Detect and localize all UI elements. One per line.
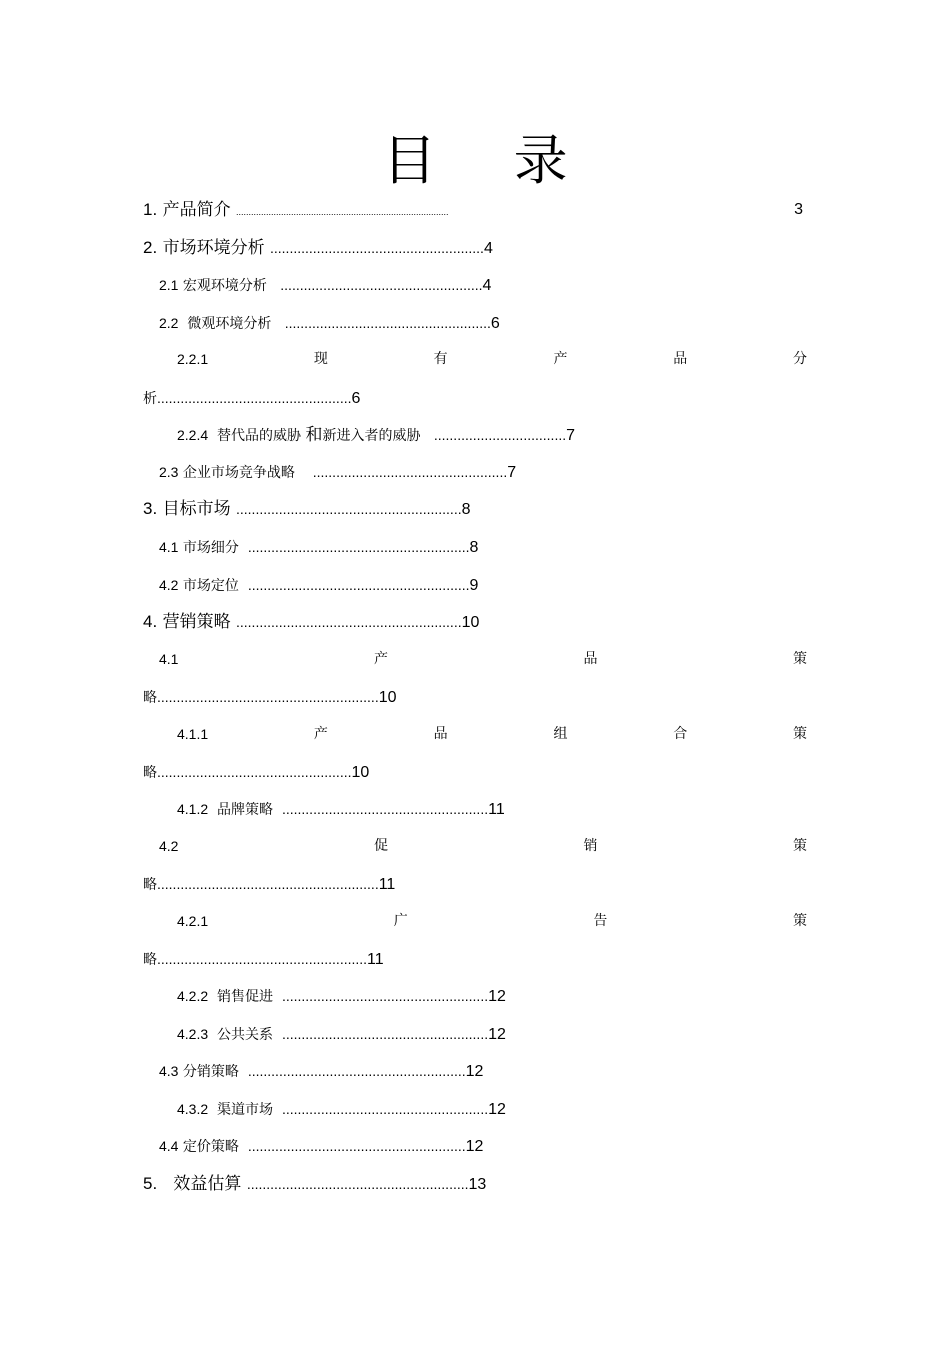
toc-number: 2.2.4 [177,427,209,443]
toc-entry-4[interactable] [143,610,479,634]
toc-number: 4.3.2 [177,1101,209,1117]
toc-entry-4-2[interactable] [159,834,807,858]
toc-number: 4.2.1 [177,913,209,929]
toc-leader: .................................................... [280,277,483,293]
toc-char: 品 [673,351,688,367]
toc-leader: ..................................................... [281,1101,489,1117]
toc-leader: .................................................. [157,764,352,780]
toc-char: 分 [792,351,807,367]
toc-page: 12 [488,988,506,1005]
toc-page: 12 [488,1026,506,1043]
toc-text: 微观环境分析 [187,316,272,332]
toc-char: 促 [373,838,388,854]
toc-entry-4-1-cont[interactable] [143,685,397,709]
toc-number: 4.1.2 [177,801,209,817]
toc-entry-2-2-4[interactable] [177,423,575,447]
toc-leader: ......................................................... [157,689,379,705]
toc-number: 4.1 [159,539,179,555]
toc-leader: ......................................................... [247,539,470,555]
toc-char: 品 [433,726,448,742]
toc-entry-4-2-3[interactable] [177,1022,506,1046]
toc-char: 策 [792,726,807,742]
toc-text: 分销策略 [182,1064,239,1080]
toc-char: 现 [313,351,328,367]
toc-char: 策 [792,838,807,854]
toc-text: 略 [143,765,157,781]
toc-leader: .......................................................... [236,614,462,630]
toc-char: 广 [393,913,408,929]
toc-entry-4-1-2[interactable] [177,797,505,821]
toc-entry-2-1[interactable] [159,273,491,297]
toc-page: 6 [351,390,361,407]
toc-number: 4.1.1 [177,726,209,742]
toc-char: 产 [313,726,328,742]
toc-number: 2. [143,238,158,257]
toc-char: 有 [433,351,448,367]
toc-number: 4.2 [159,577,179,593]
toc-leader: .................................. [433,427,567,443]
toc-text-large: 和 [305,425,323,445]
toc-leader: ...................................................... [157,951,368,967]
toc-number: 4.1 [159,651,179,667]
toc-page: 10 [351,764,370,781]
toc-leader: ......................................................... [247,577,470,593]
toc-page: 6 [490,315,500,332]
toc-text: 替代品的威胁 [217,428,302,444]
toc-entry-3[interactable] [143,497,471,521]
toc-leader: ......................................................... [157,876,379,892]
toc-page: 11 [367,951,384,968]
toc-number: 4.2.3 [177,1026,209,1042]
toc-number: 3. [143,499,158,518]
toc-number: 2.2.1 [177,351,209,367]
toc-char: 合 [673,726,688,742]
toc-leader: ....................................................... [270,240,484,256]
toc-leader: .................................................. [157,390,352,406]
toc-text: 公共关系 [217,1027,274,1043]
toc-entry-4-2-2[interactable] [177,984,506,1008]
toc-char: 告 [593,913,608,929]
toc-leader: ..................................................... [281,801,489,817]
toc-text: 市场环境分析 [162,238,265,258]
toc-leader: ..................................................... [284,315,491,331]
toc-leader: ..................................................... [281,988,489,1004]
toc-entry-2-2-1[interactable] [177,347,807,371]
toc-page: 8 [469,539,479,556]
toc-page: 10 [378,689,397,706]
toc-entry-4-4[interactable] [159,1134,483,1158]
toc-leader: ........................................................ [247,1138,466,1154]
toc-text: 品牌策略 [217,802,274,818]
toc-entry-3-1[interactable] [159,535,478,559]
toc-entry-4-1-1[interactable] [177,722,807,746]
toc-entry-4-1[interactable] [159,647,807,671]
toc-leader: ......................................................... [246,1176,469,1192]
toc-text: 宏观环境分析 [182,278,267,294]
toc-entry-2-3[interactable] [159,460,516,484]
toc-page: 8 [461,501,471,518]
toc-number: 1. [143,200,158,219]
toc-text: 销售促进 [217,989,274,1005]
toc-char: 策 [792,651,807,667]
toc-text: 略 [143,877,157,893]
toc-entry-2[interactable] [143,236,493,260]
toc-page: 4 [482,277,492,294]
toc-text: 新进入者的威胁 [322,428,421,444]
toc-page: 7 [566,427,576,444]
toc-char: 销 [583,838,598,854]
toc-page: 12 [465,1063,484,1080]
toc-text: 目标市场 [162,499,231,519]
toc-leader: ..................................................................................... [236,207,449,217]
toc-entry-4-1-1-cont[interactable] [143,760,369,784]
toc-entry-3-2[interactable] [159,573,478,597]
toc-number: 4.4 [159,1138,179,1154]
toc-number: 4.3 [159,1063,179,1079]
toc-text: 市场定位 [182,578,239,594]
toc-text: 析 [143,391,157,407]
toc-leader: .......................................................... [236,501,462,517]
toc-text: 渠道市场 [217,1102,274,1118]
toc-number: 2.2 [159,315,179,331]
toc-page: 12 [465,1138,484,1155]
toc-number: 4.2 [159,838,179,854]
toc-number: 4. [143,612,158,631]
toc-number: 2.1 [159,277,179,293]
toc-text: 定价策略 [182,1139,239,1155]
toc-text: 产品简介 [162,200,231,220]
toc-number: 4.2.2 [177,988,209,1004]
toc-entry-1[interactable] [143,198,807,222]
toc-page: 7 [507,464,517,481]
toc-text: 略 [143,952,157,968]
toc-entry-2-2-1-cont[interactable] [143,386,360,410]
toc-number: 2.3 [159,464,179,480]
toc-entry-4-2-1-cont[interactable] [143,947,384,971]
toc-text: 略 [143,690,157,706]
toc-entry-4-2-1[interactable] [177,909,807,933]
toc-page: 9 [469,577,479,594]
toc-number: 5. [143,1174,158,1193]
toc-char: 品 [583,651,598,667]
toc-page: 11 [488,801,505,818]
toc-char: 产 [553,351,568,367]
toc-text: 市场细分 [182,540,239,556]
page-title: 目 录 [382,129,598,192]
toc-entry-5[interactable] [143,1172,486,1196]
toc-char: 策 [792,913,807,929]
toc-page: 3 [794,201,803,218]
toc-entry-4-3[interactable] [159,1059,483,1083]
toc-text: 营销策略 [162,612,231,632]
toc-char: 组 [553,726,568,742]
toc-page: 4 [483,240,493,257]
toc-entry-4-3-2[interactable] [177,1097,506,1121]
toc-leader: ........................................................ [247,1063,466,1079]
toc-leader: .................................................. [312,464,508,480]
toc-char: 产 [373,651,388,667]
toc-entry-2-2[interactable] [159,311,500,335]
toc-page: 13 [468,1176,487,1193]
toc-text: 企业市场竞争战略 [182,465,295,481]
toc-page: 11 [378,876,396,893]
toc-text: 效益估算 [173,1174,242,1194]
toc-entry-4-2-cont[interactable] [143,872,395,896]
toc-leader: ..................................................... [281,1026,489,1042]
toc-page: 12 [488,1101,506,1118]
toc-page: 10 [461,614,480,631]
